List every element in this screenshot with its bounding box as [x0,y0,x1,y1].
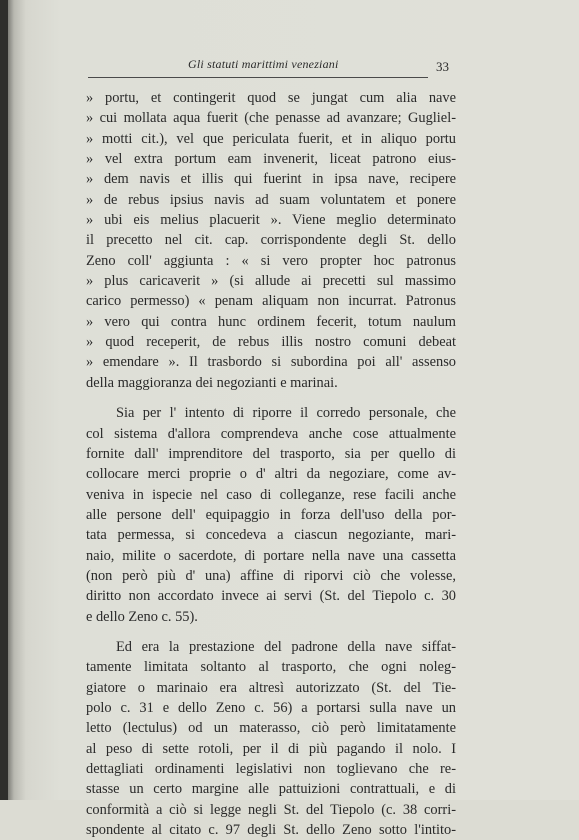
header-rule [88,77,428,78]
text-line: carico permesso) « penam aliquam non incurrat. Patronus [86,293,456,310]
text-line: » dem navis et illis qui fuerint in ipsa nave, recipere [86,171,456,188]
text-line: » de rebus ipsius navis ad suam voluntatem et ponere [86,191,456,208]
paragraph-gap [86,393,456,403]
text-line: Ed era la prestazione del padrone della nave siffat- [116,638,456,655]
text-line: al peso di sette rotoli, per il di più pagando il nolo. I [86,740,456,757]
text-line: » vero qui contra hunc ordinem fecerit, totum naulum [86,313,456,330]
text-line: » ubi eis melius placuerit ». Viene meglio determinato [86,212,456,229]
body-text [86,88,456,840]
text-line: fornite dall' imprenditore del trasporto, sia per quello di [86,445,456,462]
text-line: col sistema d'allora comprendeva anche cose attualmente [86,425,456,442]
text-line: stasse un certo margine alle pattuizioni contrattuali, e di [86,781,456,798]
text-line: polo c. 31 e dello Zeno c. 56) a portarsi sulla nave un [86,699,456,716]
text-line: e dello Zeno c. 55). [86,608,198,625]
text-line: » vel extra portum eam invenerit, liceat patrono eius- [86,151,456,168]
text-line: Zeno coll' aggiunta : « si vero propter hoc patronus [86,252,456,269]
text-line: diritto non accordato invece ai servi (St. del Tiepolo c. 30 [86,588,456,605]
text-line: Sia per l' intento di riporre il corredo personale, che [116,405,456,422]
text-line: spondente al citato c. 97 degli St. dello Zeno sotto l'intito- [86,822,456,839]
text-line: giatore o marinaio era altresì autorizzato (St. del Tie- [86,679,456,696]
text-line: » emendare ». Il trasbordo si subordina poi all' assenso [86,354,456,371]
text-line: della maggioranza dei negozianti e marinai. [86,374,338,391]
paragraph-gap [86,627,456,637]
text-line: » plus caricaverit » (si allude ai precetti sul massimo [86,273,456,290]
text-line: » motti cit.), vel que periculata fuerit, et in aliquo portu [86,130,456,147]
paragraph [86,637,456,840]
text-line: il precetto nel cit. cap. corrispondente degli St. dello [86,232,456,249]
text-line: » cui mollata aqua fuerit (che penasse ad avanzare; Gugliel- [86,110,456,127]
paragraph [86,403,456,627]
page-header [88,52,454,76]
text-line: » quod receperit, de rebus illis nostro comuni debeat [86,334,456,351]
book-spine-shadow [0,0,8,800]
page-number: 33 [436,59,449,74]
text-line: tata permessa, si concedeva a ciascun negoziante, mari- [86,527,456,544]
paragraph [86,88,456,393]
text-line: collocare merci proprie o d' altri da negoziare, come av- [86,466,456,483]
running-title: Gli statuti marittimi veneziani [188,57,339,71]
text-line: » portu, et contingerit quod se jungat cum alia nave [86,90,456,106]
text-line: conformità a ciò si legge negli St. del Tiepolo (c. 38 corri- [86,801,456,818]
text-line: tamente limitata soltanto al trasporto, che ogni noleg- [86,659,456,676]
text-line: dettagliati ordinamenti legislativi non toglievano che re- [86,761,456,777]
text-line: (non però più d' una) affine di riporvi ciò che volesse, [86,567,456,584]
text-line: veniva in ispecie nel caso di colleganze, rese facili anche [86,486,456,503]
text-line: alle persone dell' equipaggio in forza dell'uso della por- [86,506,456,523]
text-line: letto (lectulus) od un materasso, ciò però limitatamente [86,720,456,737]
text-line: naio, milite o sacerdote, di portare nella nave una cassetta [86,547,456,564]
